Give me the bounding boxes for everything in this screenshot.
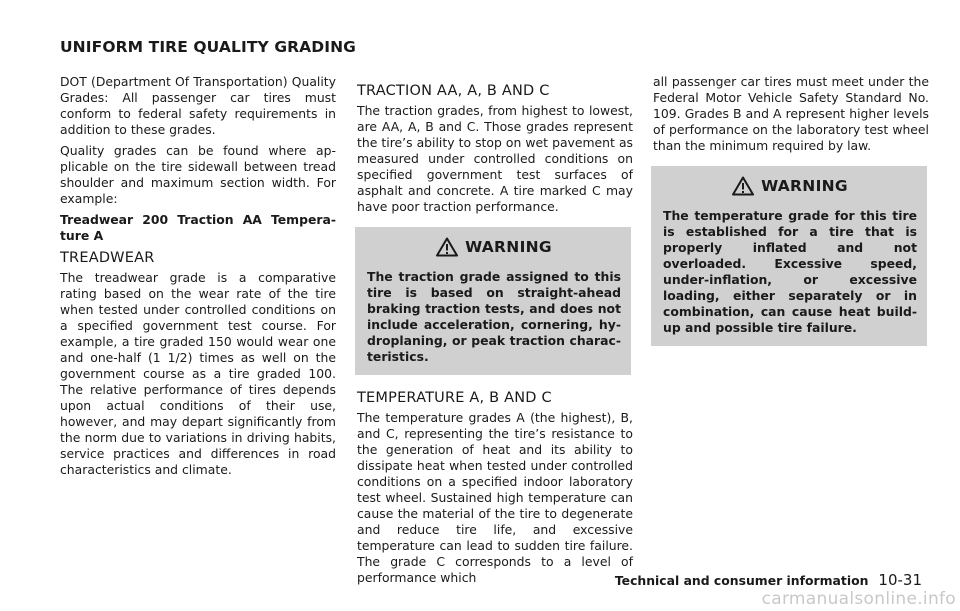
column-3 [653,74,929,360]
warning-title: WARNING [761,177,848,195]
page-number: 10-31 [878,571,922,589]
warning-box-temperature [651,166,927,346]
warning-header [663,176,917,196]
heading-traction: TRACTION AA, A, B AND C [357,83,550,99]
column-2 [357,78,633,591]
heading-temperature: TEMPERATURE A, B AND C [357,390,552,406]
paragraph-example: Treadwear 200 Traction AA Temperature A [60,212,336,243]
warning-text: The traction grade assigned to this tire is based on straight-ahead braking traction tests, and does not include acceleration, cornering, hydroplaning, or peak traction characteristics. [367,269,621,364]
page-footer [615,571,922,589]
page-title: UNIFORM TIRE QUALITY GRADING [60,38,357,56]
paragraph-temperature: The temperature grades A (the highest), B, and C, representing the tire’s resistance to the generation of heat and its ability to dissipate heat when tested under controlled conditions on a specified indoor laboratory test wheel. Sustained high temperature can cause the material of the tire to degenerate and reduce tire life, and excessive temperature can lead to sudden tire failure. The grade C corresponds to a level of performance which [357,410,633,585]
watermark: carmanualsonline.info [761,589,956,609]
paragraph-temperature-continued: all passenger car tires must meet under the Federal Motor Vehicle Safety Standard No. 109. Grades B and A represent higher levels of performance on the laboratory test wheel than the minimum required by law. [653,74,929,153]
paragraph-traction: The traction grades, from highest to lowest, are AA, A, B and C. Those grades represent the tire’s ability to stop on wet pavement as measured under controlled conditions on specified government test surfaces of asphalt and concrete. A tire marked C may have poor traction performance. [357,103,633,214]
column-1 [60,74,336,483]
warning-box-traction [355,227,631,375]
warning-header [367,237,621,257]
footer-section-title: Technical and consumer information [614,573,869,588]
warning-text: The temperature grade for this tire is established for a tire that is properly inflated and not overloaded. Excessive speed, under-inflation, or excessive loading, either separately or in combination, can cause heat build-up and possible tire failure. [663,208,917,335]
warning-triangle-icon [436,237,458,257]
paragraph-dot-grades: DOT (Department Of Transportation) Quality Grades: All passenger car tires must conform to federal safety requirements in addition to these grades. [60,74,336,137]
warning-triangle-icon [732,176,754,196]
heading-treadwear: TREADWEAR [60,250,155,266]
warning-title: WARNING [465,238,552,256]
paragraph-sidewall: Quality grades can be found where applicable on the tire sidewall between tread shoulder and maximum section width. For example: [60,143,336,206]
paragraph-treadwear: The treadwear grade is a comparative rating based on the wear rate of the tire when tested under controlled conditions on a specified government test course. For example, a tire graded 150 would wear one and one-half (1 1/2) times as well on the government course as a tire graded 100. The relative performance of tires depends upon actual conditions of their use, however, and may depart significantly from the norm due to variations in driving habits, service practices and differences in road characteristics and climate. [60,270,336,477]
